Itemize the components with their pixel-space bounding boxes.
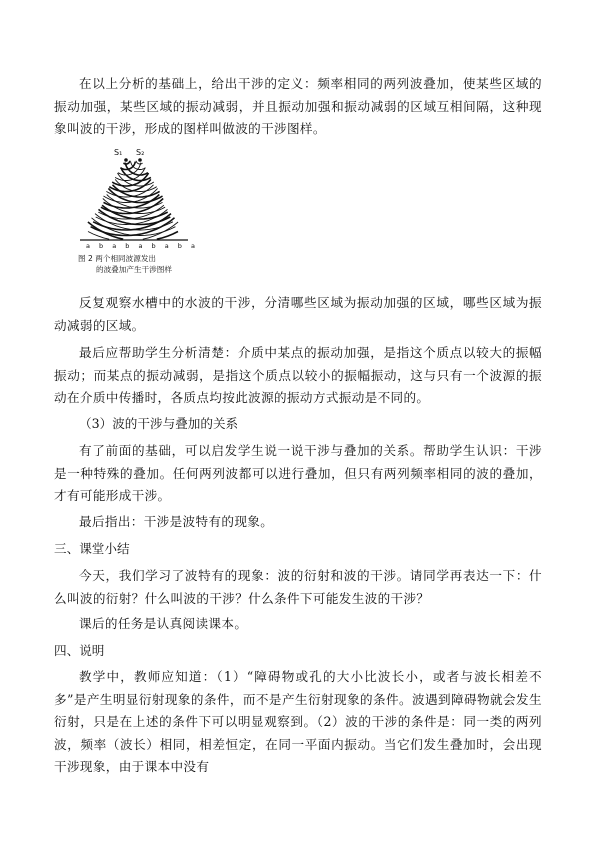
- source-label-s1: S₁: [114, 148, 123, 157]
- paragraph-interference-definition: 在以上分析的基础上，给出干涉的定义：频率相同的两列波叠加，使某些区域的振动加强，某些区域的振动减弱，并且振动加强和振动减弱的区域互相间隔，这种现象叫波的干涉，形成的图样叫做波的干涉图样。: [54, 76, 542, 136]
- wave-source-dot: [138, 158, 142, 162]
- paragraph-analysis: 最后应帮助学生分析清楚：介质中某点的振动加强，是指这个质点以较大的振幅振动；而某点的振动减弱，是指这个质点以较小的振幅振动，这与只有一个波源的振动在介质中传播时，各质点均按此波源的振动方式振动是不同的。: [54, 345, 542, 405]
- paragraph-homework: 课后的任务是认真阅读课本。: [79, 616, 248, 631]
- source-label-s2: S₂: [136, 148, 145, 157]
- paragraph-observe-water-tank: 反复观察水槽中的水波的干涉，分清哪些区域为振动加强的区域，哪些区域为振动减弱的区域。: [54, 295, 542, 333]
- paragraph-relationship: 有了前面的基础，可以启发学生说一说干涉与叠加的关系。帮助学生认识：干涉是一种特殊的叠加。任何两列波都可以进行叠加，但只有两列频率相同的波的叠加，才有可能形成干涉。: [54, 443, 542, 503]
- section-heading-summary: 三、课堂小结: [54, 541, 130, 556]
- paragraph-summary: 今天，我们学习了波特有的现象：波的衍射和波的干涉。请同学再表达一下：什么叫波的衍射？什么叫波的干涉？什么条件下可能发生波的干涉？: [54, 568, 542, 606]
- section-heading-notes: 四、说明: [54, 643, 105, 658]
- interference-pattern-figure: [78, 148, 199, 278]
- paragraph-notes: 教学中，教师应知道：（1）“障碍物或孔的大小比波长小，或者与波长相差不多”是产生明显衍射现象的条件，而不是产生衍射现象的条件。波遇到障碍物就会发生衍射，只是在上述的条件下可以明显观察到。（2）波的干涉的条件是：同一类的两列波，频率（波长）相同，相差恒定，在同一平面内振动。当它们发生叠加时，会出现干涉现象，由于课本中没有: [54, 669, 542, 774]
- figure-caption-line2: 的波叠加产生干涉图样: [96, 265, 172, 274]
- figure-caption-line1: 图 2 两个相同波源发出: [78, 254, 157, 263]
- paragraph-conclusion: 最后指出：干涉是波特有的现象。: [79, 514, 274, 529]
- region-letters: a b a b a b a b a: [86, 242, 199, 250]
- subheading-interference-superposition: （3）波的干涉与叠加的关系: [79, 416, 239, 431]
- wave-source-dot: [124, 158, 128, 162]
